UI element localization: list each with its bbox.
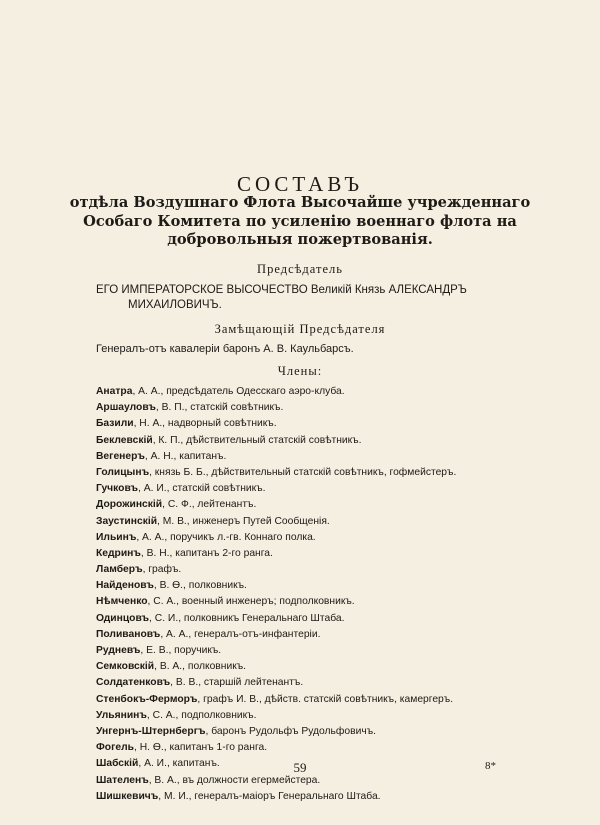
chairman-line-2: МИХАИЛОВИЧЪ. [128, 299, 222, 311]
member-details: , С. А., военный инженеръ; подполковникъ. [147, 596, 355, 608]
member-details: , А. И., капитанъ. [138, 758, 220, 770]
member-entry [96, 562, 526, 578]
member-name: Шишкевичъ [96, 790, 159, 802]
member-details: , С. И., полковникъ Генеральнаго Штаба. [149, 612, 345, 624]
member-details: , Е. В., поручикъ. [140, 645, 222, 656]
member-name: Ламберъ [96, 564, 143, 576]
member-entry [96, 578, 526, 594]
member-name: Аршауловъ [96, 402, 156, 414]
members-list [96, 384, 526, 805]
member-details: , А. А., поручикъ л.-гв. Коннаго полка. [136, 531, 316, 543]
member-entry [96, 514, 526, 530]
chairman-heading: Предсѣдатель [257, 262, 343, 276]
member-details: , баронъ Рудольфъ Рудольфовичъ. [205, 725, 377, 737]
member-name: Кедринъ [96, 547, 141, 559]
member-entry [96, 481, 526, 497]
member-name: Ильинъ [96, 531, 137, 543]
member-details: , А. А., предсѣдатель Одесскаго аэро-клуба. [132, 386, 345, 397]
member-entry [96, 530, 526, 546]
member-name: Ульянинъ [96, 709, 147, 721]
member-name: Заустинскій [96, 515, 158, 527]
member-entry [96, 594, 526, 610]
member-details: , В. Н., капитанъ 2-го ранга. [140, 547, 273, 559]
member-name: Унгернъ-Штернбергъ [96, 725, 206, 737]
member-name: Нѣмченко [96, 596, 148, 608]
member-entry [96, 449, 526, 465]
member-name: Семковскій [96, 661, 155, 673]
member-name: Беклевскій [96, 434, 153, 446]
member-entry [96, 659, 526, 675]
member-details: , А. Н., капитанъ. [144, 450, 227, 462]
member-name: Шабскій [96, 758, 139, 770]
member-name: Стенбокъ-Ферморъ [96, 693, 198, 705]
member-name: Рудневъ [96, 645, 141, 656]
deputy-heading: Замѣщающій Предсѣдателя [214, 322, 386, 336]
members-heading: Члены: [277, 364, 323, 378]
member-name: Дорожинскій [96, 499, 163, 511]
member-name: Одинцовъ [96, 612, 150, 624]
member-entry [96, 400, 526, 416]
signature-mark: 8* [485, 760, 496, 772]
member-details: , Н. Ѳ., капитанъ 1-го ранга. [133, 742, 268, 754]
member-details: , графъ. [142, 564, 182, 576]
chairman-entry [96, 283, 516, 313]
member-entry [96, 627, 526, 643]
member-details: , графъ И. В., дѣйств. статскій совѣтникъ, камергеръ. [197, 693, 454, 705]
member-entry [96, 724, 526, 740]
member-entry [96, 789, 526, 805]
member-entry [96, 740, 526, 756]
member-details: , В. Ѳ., полковникъ. [153, 580, 247, 592]
member-details: , С. А., подполковникъ. [146, 709, 257, 721]
page-number: 59 [293, 760, 307, 775]
member-name: Фогель [96, 742, 134, 754]
member-details: , А. И., статскій совѣтникъ. [138, 483, 266, 495]
member-entry [96, 643, 526, 659]
member-details: , В. А., въ должности егермейстера. [148, 774, 321, 786]
chairman-line-1: ЕГО ИМПЕРАТОРСКОЕ ВЫСОЧЕСТВО Великій Князь АЛЕКСАНДРЪ [96, 284, 467, 296]
member-details: , В. В., старшій лейтенантъ. [170, 677, 304, 689]
member-name: Голицынъ [96, 466, 150, 478]
member-entry [96, 465, 526, 481]
member-entry [96, 416, 526, 432]
member-details: , Н. А., надворный совѣтникъ. [133, 418, 277, 430]
member-entry [96, 708, 526, 724]
member-details: , князь Б. Б., дѣйствительный статскій совѣтникъ, гофмейстеръ. [149, 466, 457, 478]
member-details: , М. И., генералъ-маіоръ Генеральнаго Штаба. [158, 790, 381, 802]
member-entry [96, 433, 526, 449]
member-name: Найденовъ [96, 580, 154, 592]
member-entry [96, 546, 526, 562]
member-name: Анатра [96, 386, 133, 397]
member-name: Поливановъ [96, 628, 161, 640]
member-details: , А. А., генералъ-отъ-инфантеріи. [160, 628, 321, 640]
member-name: Шателенъ [96, 774, 149, 786]
member-details: , С. Ф., лейтенантъ. [162, 499, 257, 511]
member-details: , В. А., полковникъ. [154, 661, 247, 673]
member-entry [96, 675, 526, 691]
member-entry [96, 497, 526, 513]
member-name: Базили [96, 418, 134, 430]
member-details: , М. В., инженеръ Путей Сообщенія. [157, 515, 330, 527]
member-entry [96, 692, 526, 708]
member-details: , В. П., статскій совѣтникъ. [155, 402, 284, 414]
page-title: СОСТАВЪ [236, 172, 364, 196]
page-subtitle: отдѣла Воздушнаго Флота Высочайше учрежденнаго Особаго Комитета по усиленію военнаго флота на добровольныя пожертвованія. [69, 194, 531, 248]
member-entry [96, 384, 526, 400]
member-entry [96, 611, 526, 627]
member-details: , К. П., дѣйствительный статскій совѣтникъ. [152, 434, 362, 446]
member-name: Гучковъ [96, 483, 139, 495]
member-name: Вегенеръ [96, 450, 145, 462]
member-name: Солдатенковъ [96, 677, 171, 689]
deputy-entry: Генералъ-отъ кавалеріи баронъ А. В. Каульбарсъ. [96, 343, 354, 355]
